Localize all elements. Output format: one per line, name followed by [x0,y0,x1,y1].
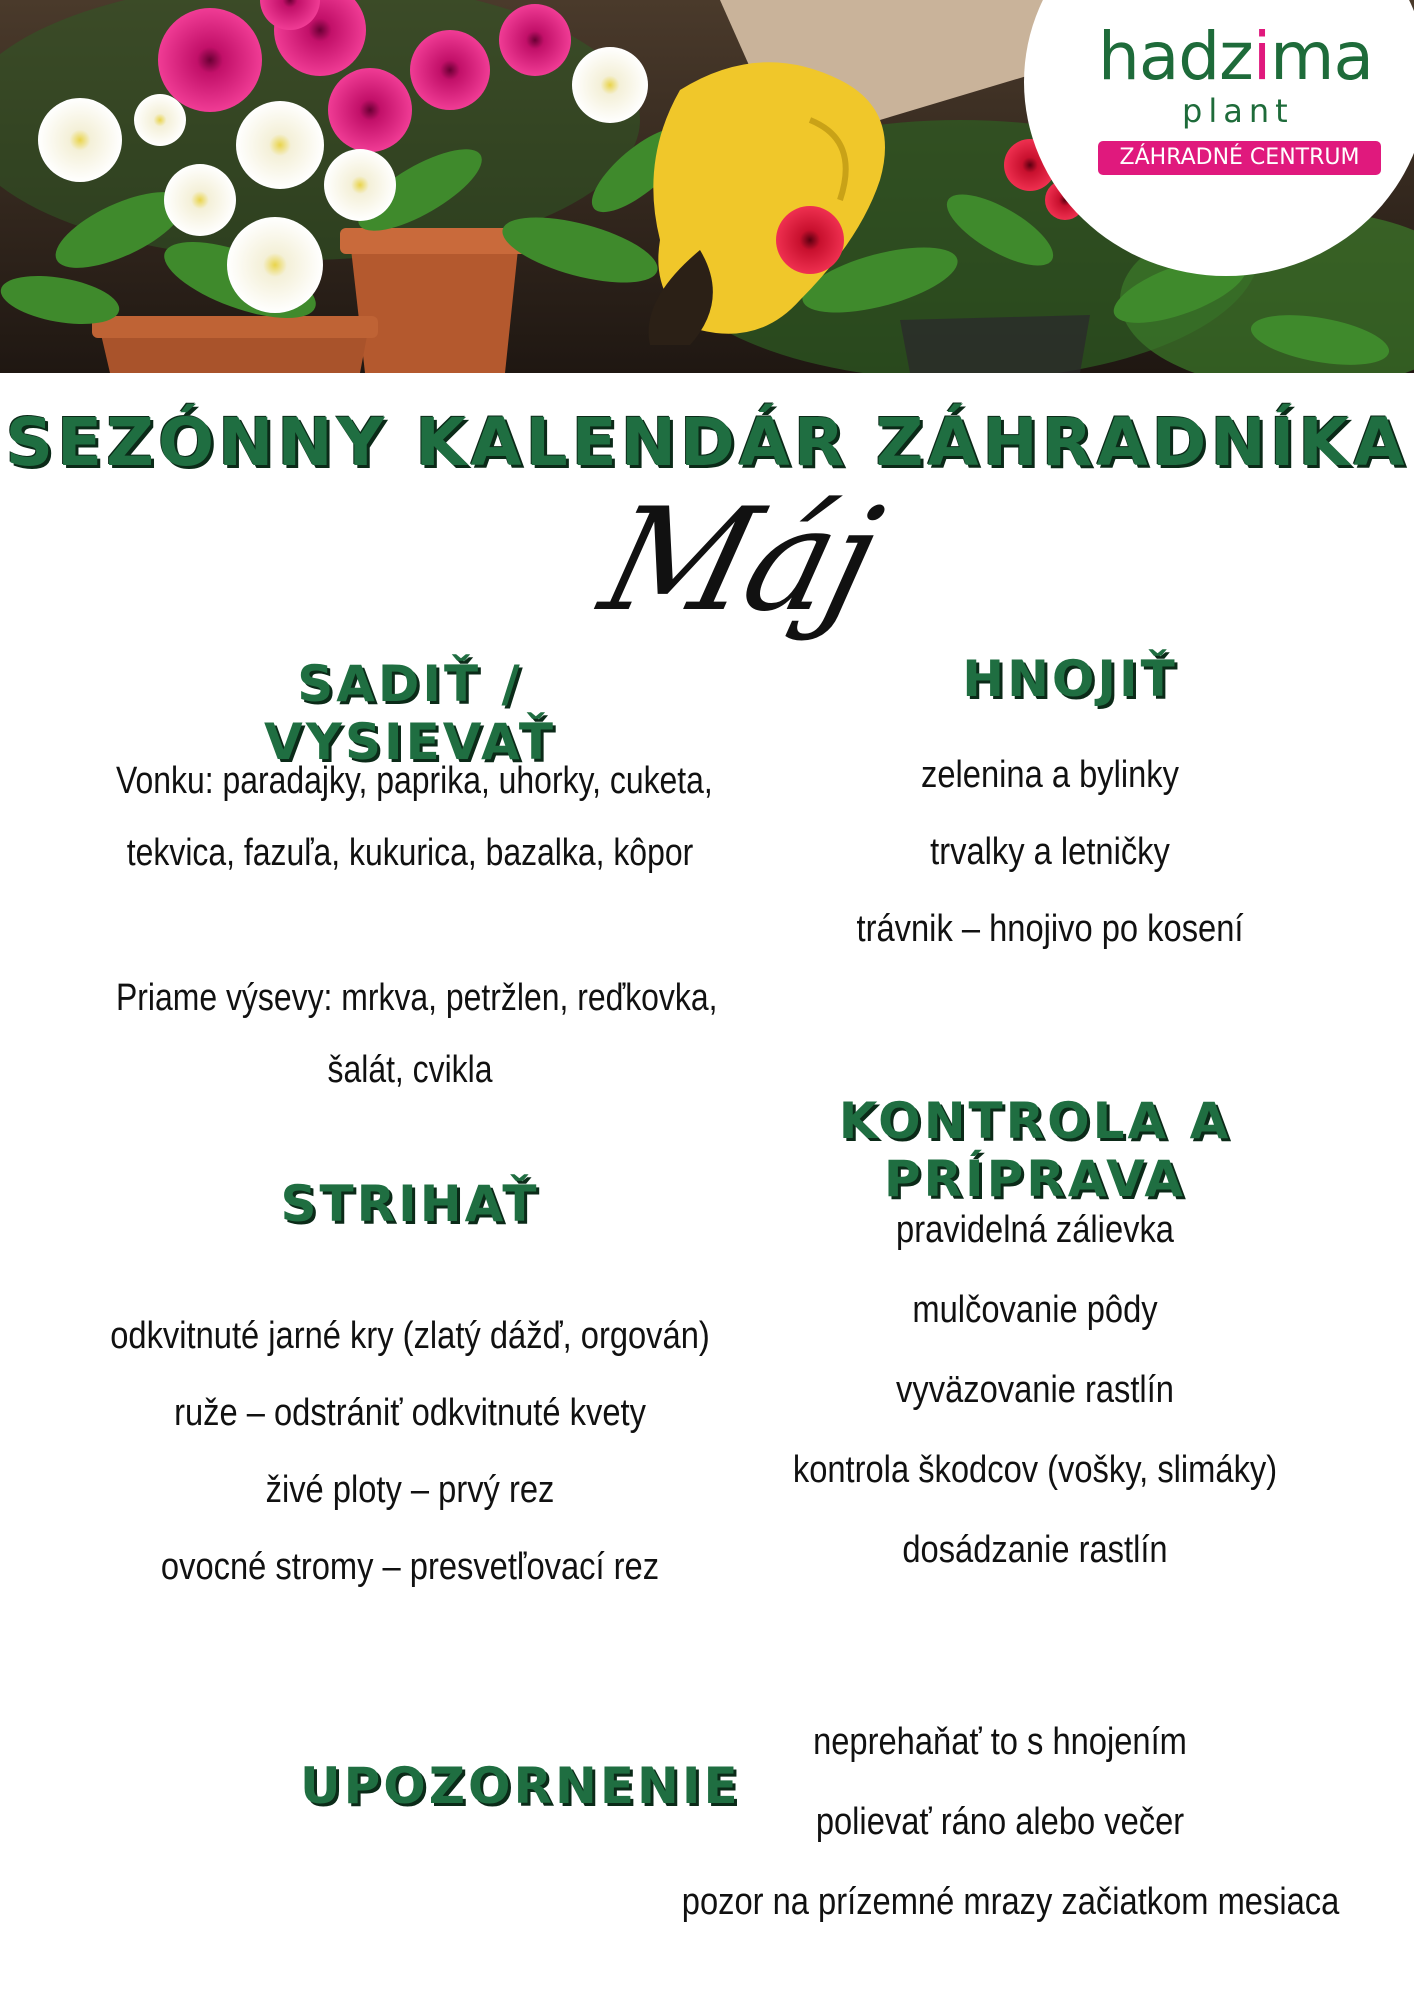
care-list [745,1190,1325,1590]
brand-subtitle: plant [1182,92,1294,130]
list-item: vyväzovanie rastlín [896,1369,1174,1411]
plant-outdoor-line: Vonku: paradajky, paprika, uhorky, cuketa, [116,760,713,802]
list-item: neprehaňať to s hnojením [813,1721,1187,1763]
fertilize-list [780,737,1320,968]
list-item: zelenina a bylinky [921,754,1179,796]
prune-heading: STRIHAŤ [280,1175,540,1233]
list-item: živé ploty – prvý rez [265,1469,555,1511]
list-item: trávnik – hnojivo po kosení [856,908,1244,950]
list-item: polievať ráno alebo večer [815,1801,1185,1843]
list-item: ovocné stromy – presvetľovací rez [160,1546,660,1588]
list-item: pozor na prízemné mrazy začiatkom mesiaca [681,1881,1340,1923]
warning-list [630,1702,1370,1942]
plant-outdoor-paragraph [60,745,760,889]
plant-direct-line: Priame výsevy: mrkva, petržlen, reďkovka, [116,977,718,1019]
warning-heading: UPOZORNENIE [300,1757,741,1815]
brand-logo: hadzima [1098,18,1373,95]
month-title: Máj [587,478,891,643]
prune-list [40,1298,780,1606]
list-item: ruže – odstrániť odkvitnuté kvety [174,1392,646,1434]
page-title: SEZÓNNY KALENDÁR ZÁHRADNÍKA [5,404,1409,481]
list-item: kontrola škodcov (vošky, slimáky) [792,1449,1278,1491]
list-item: pravidelná zálievka [896,1209,1174,1251]
plant-direct-line: šalát, cvikla [327,1049,493,1091]
list-item: mulčovanie pôdy [912,1289,1158,1331]
plant-outdoor-line: tekvica, fazuľa, kukurica, bazalka, kôpor [126,832,694,874]
plant-heading: SADIŤ / VYSIEVAŤ [264,655,556,771]
brand-tagline: ZÁHRADNÉ CENTRUM [1098,141,1381,175]
plant-direct-paragraph [60,962,760,1106]
care-heading: KONTROLA A PRÍPRAVA [838,1092,1232,1208]
list-item: dosádzanie rastlín [902,1529,1168,1571]
list-item: trvalky a letničky [930,831,1170,873]
list-item: odkvitnuté jarné kry (zlatý dážď, orgován) [110,1315,710,1357]
fertilize-heading: HNOJIŤ [962,650,1178,708]
